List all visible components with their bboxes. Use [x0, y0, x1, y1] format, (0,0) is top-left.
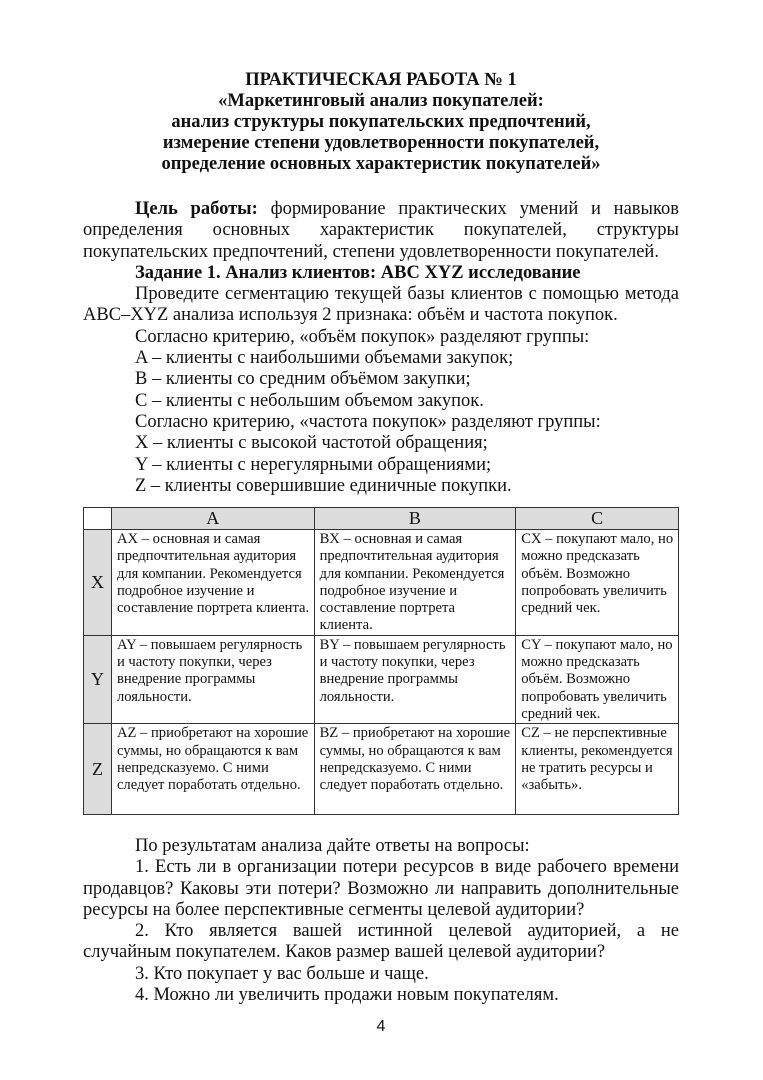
cell-cz: CZ – не перспективные клиенты, рекомендуется не тратить ресурсы и «забыть».: [516, 724, 679, 815]
frequency-group-x: X – клиенты с высокой частотой обращения;: [135, 433, 488, 454]
title-line-3: анализ структуры покупательских предпочтений,: [171, 112, 591, 132]
title-line-4: измерение степени удовлетворенности покупателей,: [162, 133, 600, 153]
goal-section: [83, 199, 679, 497]
title-line-5: определение основных характеристик покупателей»: [161, 154, 601, 174]
frequency-group-y: Y – клиенты с нерегулярными обращениями;: [135, 454, 492, 475]
frequency-group-z: Z – клиенты совершившие единичные покупки.: [135, 475, 512, 496]
row-header-y: Y: [84, 635, 112, 723]
cell-bz: BZ – приобретают на хорошие суммы, но обращаются к вам непредсказуемо. С ними следует поработать отдельно.: [314, 724, 516, 815]
table-corner-cell: [84, 508, 112, 530]
question-3: 3. Кто покупает у вас больше и чаще.: [135, 963, 429, 984]
task1-heading: Задание 1. Анализ клиентов: ABC XYZ исследование: [135, 262, 581, 283]
volume-group-b: B – клиенты со средним объёмом закупки;: [135, 369, 471, 390]
table-row-x: [84, 530, 679, 636]
document-title: [83, 70, 679, 175]
cell-by: BY – повышаем регулярность и частоту покупки, через внедрение программы лояльности.: [314, 635, 516, 723]
page-number: 4: [376, 1018, 386, 1035]
goal-label: Цель работы:: [135, 199, 258, 219]
column-header-c: C: [516, 508, 679, 530]
task1-intro: Проведите сегментацию текущей базы клиентов с помощью метода ABC–XYZ анализа используя 2 признака: объём и частота покупок.: [83, 284, 679, 326]
cell-bx: BX – основная и самая предпочтительная аудитория для компании. Рекомендуется подробное изучение и составление портрета клиента.: [314, 530, 516, 636]
questions-intro: По результатам анализа дайте ответы на вопросы:: [135, 836, 530, 856]
column-header-b: B: [314, 508, 516, 530]
abc-xyz-matrix-table: [83, 507, 679, 815]
volume-group-c: C – клиенты с небольшим объемом закупок.: [135, 390, 484, 411]
volume-group-a: A – клиенты с наибольшими объемами закупок;: [135, 348, 514, 369]
goal-paragraph: [83, 199, 679, 263]
table-row-z: [84, 724, 679, 815]
cell-az: AZ – приобретают на хорошие суммы, но обращаются к вам непредсказуемо. С ними следует поработать отдельно.: [111, 724, 314, 815]
table-row-y: [84, 635, 679, 723]
title-line-2: «Маркетинговый анализ покупателей:: [218, 91, 544, 111]
row-header-x: X: [84, 530, 112, 636]
goal-text: формирование практических умений и навыков определения основных характеристик покупателей, структуры покупательских предпочтений, степени удовлетворенности покупателей.: [83, 199, 679, 262]
question-1: 1. Есть ли в организации потери ресурсов в виде рабочего времени продавцов? Каковы эти потери? Возможно ли направить дополнительные ресурсы на более перспективные сегменты целевой аудитории?: [83, 857, 679, 920]
frequency-criterion: Согласно критерию, «частота покупок» разделяют группы:: [135, 411, 601, 432]
questions-section: [83, 836, 679, 1006]
row-header-z: Z: [84, 724, 112, 815]
cell-cx: CX – покупают мало, но можно предсказать объём. Возможно попробовать увеличить средний чек.: [516, 530, 679, 636]
question-2: 2. Кто является вашей истинной целевой аудиторией, а не случайным покупателем. Каков размер вашей целевой аудитории?: [83, 921, 679, 963]
question-4: 4. Можно ли увеличить продажи новым покупателям.: [135, 985, 559, 1006]
cell-ay: AY – повышаем регулярность и частоту покупки, через внедрение программы лояльности.: [111, 635, 314, 723]
cell-ax: AX – основная и самая предпочтительная аудитория для компании. Рекомендуется подробное изучение и составление портрета клиента.: [111, 530, 314, 636]
cell-cy: CY – покупают мало, но можно предсказать объём. Возможно попробовать увеличить средний чек.: [516, 635, 679, 723]
column-header-a: A: [111, 508, 314, 530]
table-header-row: [84, 508, 679, 530]
title-line-1: ПРАКТИЧЕСКАЯ РАБОТА № 1: [245, 70, 517, 90]
volume-criterion: Согласно критерию, «объём покупок» разделяют группы:: [135, 326, 590, 347]
